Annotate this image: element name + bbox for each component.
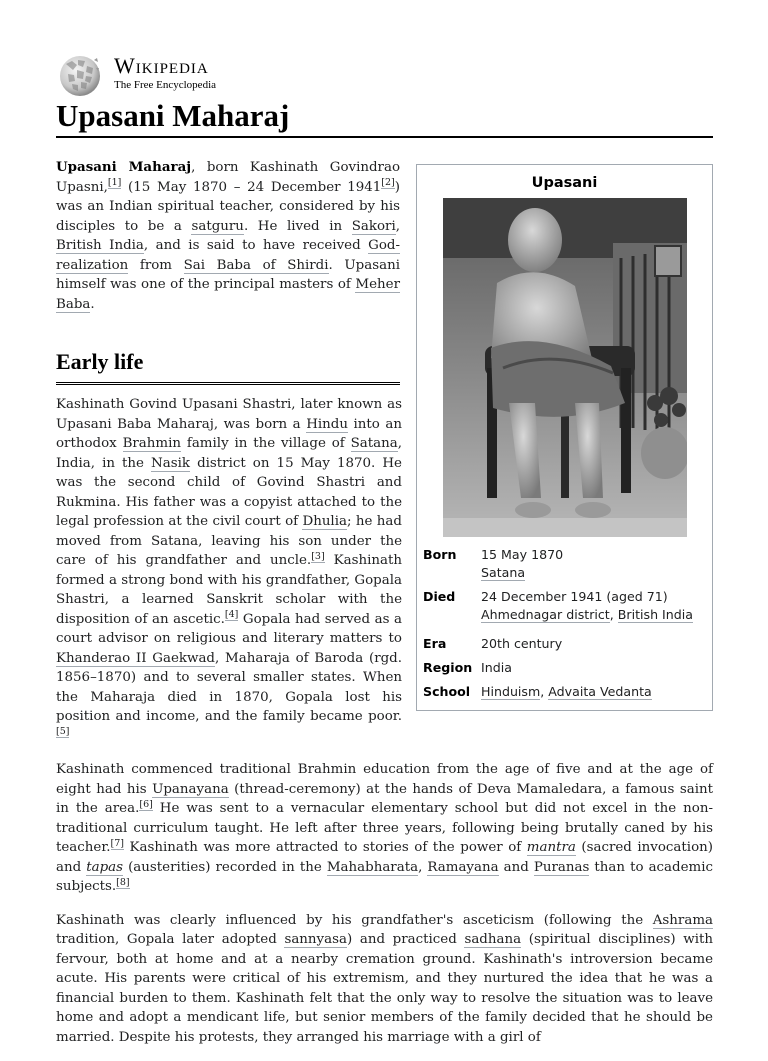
died-date: 24 December 1941 (aged 71) [481, 589, 668, 604]
text: , [418, 859, 428, 875]
text: , India, in the [56, 436, 402, 471]
link-satana[interactable]: Satana [350, 436, 398, 451]
link-advaita-vedanta[interactable]: Advaita Vedanta [548, 684, 652, 699]
wikipedia-wordmark: Wikipedia [114, 53, 209, 78]
infobox [416, 164, 713, 711]
link-mahabharata[interactable]: Mahabharata [326, 859, 419, 875]
text: ) and practiced [346, 932, 465, 947]
link-sai-baba-of-shirdi[interactable]: Sai Baba of Shirdi [183, 257, 329, 273]
text: . He lived in [243, 218, 352, 234]
infobox-label-died: Died [423, 589, 456, 604]
link-upanayana[interactable]: Upanayana [152, 781, 229, 797]
text: ) was an Indian spiritual teacher, considered by his disciples to be a [56, 179, 400, 234]
link-khanderao-ii-gaekwad[interactable]: Khanderao II Gaekwad [56, 650, 216, 666]
subject-name: Upasani Maharaj [56, 159, 192, 175]
text: family in the village of [181, 436, 351, 451]
page-title: Upasani Maharaj [56, 98, 290, 133]
citation-4[interactable]: [4] [224, 609, 239, 621]
link-sadhana[interactable]: sadhana [464, 932, 522, 947]
infobox-value-born [481, 546, 706, 582]
infobox-value-died [481, 588, 706, 624]
infobox-label-born: Born [423, 547, 457, 562]
article-body [56, 158, 713, 1061]
text: Gopala had served as a court advisor on religious and literary matters to [56, 611, 402, 646]
paragraph-early-life-2 [56, 760, 713, 897]
link-mantra[interactable]: mantra [526, 840, 576, 855]
text: , born Kashinath Govindrao Upasni, [56, 160, 401, 195]
wikipedia-tagline: The Free Encyclopedia [114, 79, 217, 91]
infobox-value-era: 20th century [481, 636, 563, 651]
lead-paragraph [56, 158, 400, 314]
citation-7[interactable]: [7] [110, 837, 124, 849]
title-divider [56, 136, 713, 138]
link-puranas[interactable]: Puranas [533, 859, 590, 875]
citation-2[interactable]: [2] [381, 177, 395, 189]
text: , and is said to have received [143, 238, 369, 253]
wikipedia-globe-icon [56, 54, 104, 98]
infobox-title: Upasani [531, 175, 598, 191]
infobox-label-era: Era [423, 636, 447, 651]
text: (15 May 1870 – 24 December 1941 [121, 179, 382, 195]
text: and [498, 859, 534, 875]
text: (austerities) recorded in the [123, 859, 327, 875]
text: Kashinath Govind Upasani Shastri, later known as Upasani Baba Maharaj, was born a [56, 397, 402, 432]
text: district on 15 May 1870. He was the second child of Govind Shastri and Rukmina. His father was a copyist attached to the legal profession at the civil court of [56, 455, 402, 529]
link-satguru[interactable]: satguru [191, 218, 244, 234]
link-died-country[interactable]: British India [617, 607, 693, 622]
text: (thread-ceremony) at the hands of Deva Mamaledara, a famous saint in the area. [56, 781, 713, 816]
text: from [128, 257, 184, 273]
born-date: 15 May 1870 [481, 547, 564, 562]
text: . Upasani himself was one of the principal masters of [56, 257, 400, 292]
infobox-value-region: India [481, 660, 512, 675]
text: tradition, Gopala later adopted [56, 932, 285, 947]
text: than to academic subjects. [56, 859, 714, 894]
citation-5[interactable]: [5] [56, 726, 70, 738]
citation-6[interactable]: [6] [139, 798, 153, 810]
link-died-place[interactable]: Ahmednagar district [481, 607, 610, 622]
text: ; he had moved from Satana, leaving his son under the care of his grandfather and uncle. [56, 514, 402, 568]
link-ashrama[interactable]: Ashrama [652, 912, 713, 928]
infobox-row-era [423, 627, 706, 656]
text: Kashinath commenced traditional Brahmin education from the age of five and at the age of eight had his [56, 762, 713, 797]
text: , Maharaja of Baroda (rgd. 1856–1870) and to several smaller states. When the Maharaja died in 1870, Gopala lost his position and income, and the family became poor. [56, 650, 402, 724]
paragraph-early-life-3 [56, 911, 713, 1048]
text: (sacred invocation) and [56, 840, 713, 875]
infobox-row-died [423, 585, 706, 627]
infobox-row-school [423, 680, 706, 704]
text: , [395, 218, 401, 234]
citation-8[interactable]: [8] [116, 876, 130, 888]
citation-1[interactable]: [1] [107, 177, 122, 189]
infobox-value-school [481, 683, 706, 701]
text: Kashinath formed a strong bond with his grandfather, Gopala Shastri, a learned Sanskrit scholar with the disposition of an ascetic. [56, 553, 403, 627]
text: (spiritual disciplines) with fervour, both at home and at a nearby cremation ground. Kashinath's introversion became acute. His parents were critical of his extremism, and they nurtured the idea that he was a financial burden to them. Kashinath felt that the only way to resolve the situation was to leave home and adopt a mendicant life, but senior members of the family decided that he should be married. Despite his protests, they arranged his marriage with a girl of [56, 932, 714, 1045]
citation-3[interactable]: [3] [311, 550, 325, 562]
link-british-india[interactable]: British India [56, 238, 144, 253]
link-born-place[interactable]: Satana [481, 565, 526, 580]
link-meher-baba[interactable]: Meher Baba [56, 277, 400, 312]
link-brahmin[interactable]: Brahmin [122, 436, 182, 451]
infobox-label-school: School [423, 684, 471, 699]
link-sannyasa[interactable]: sannyasa [284, 932, 347, 947]
section-heading-early-life: Early life [56, 348, 400, 385]
text: Kashinath was clearly influenced by his grandfather's asceticism (following the [56, 912, 653, 928]
school-separator: , [540, 684, 549, 699]
link-nasik[interactable]: Nasik [151, 455, 191, 471]
text: Kashinath was more attracted to stories of the power of [124, 840, 527, 855]
wikipedia-logo[interactable] [56, 52, 356, 100]
link-hinduism[interactable]: Hinduism [481, 684, 541, 699]
link-dhulia[interactable]: Dhulia [302, 514, 347, 529]
link-tapas[interactable]: tapas [86, 859, 124, 875]
link-ramayana[interactable]: Ramayana [427, 859, 499, 875]
infobox-row-born [423, 543, 706, 585]
text: He was sent to a vernacular elementary school but did not excel in the non-traditional curriculum taught. He left after three years, following being brutally caned by his teacher. [56, 801, 713, 855]
link-god-realization[interactable]: God-realization [56, 238, 400, 273]
text: into an orthodox [56, 416, 402, 451]
link-sakori[interactable]: Sakori [351, 218, 396, 234]
infobox-label-region: Region [423, 660, 473, 675]
died-separator: , [609, 607, 618, 622]
infobox-row-region [423, 656, 706, 680]
portrait-photo[interactable] [443, 198, 687, 537]
link-hindu[interactable]: Hindu [306, 416, 348, 432]
text: . [90, 296, 95, 312]
